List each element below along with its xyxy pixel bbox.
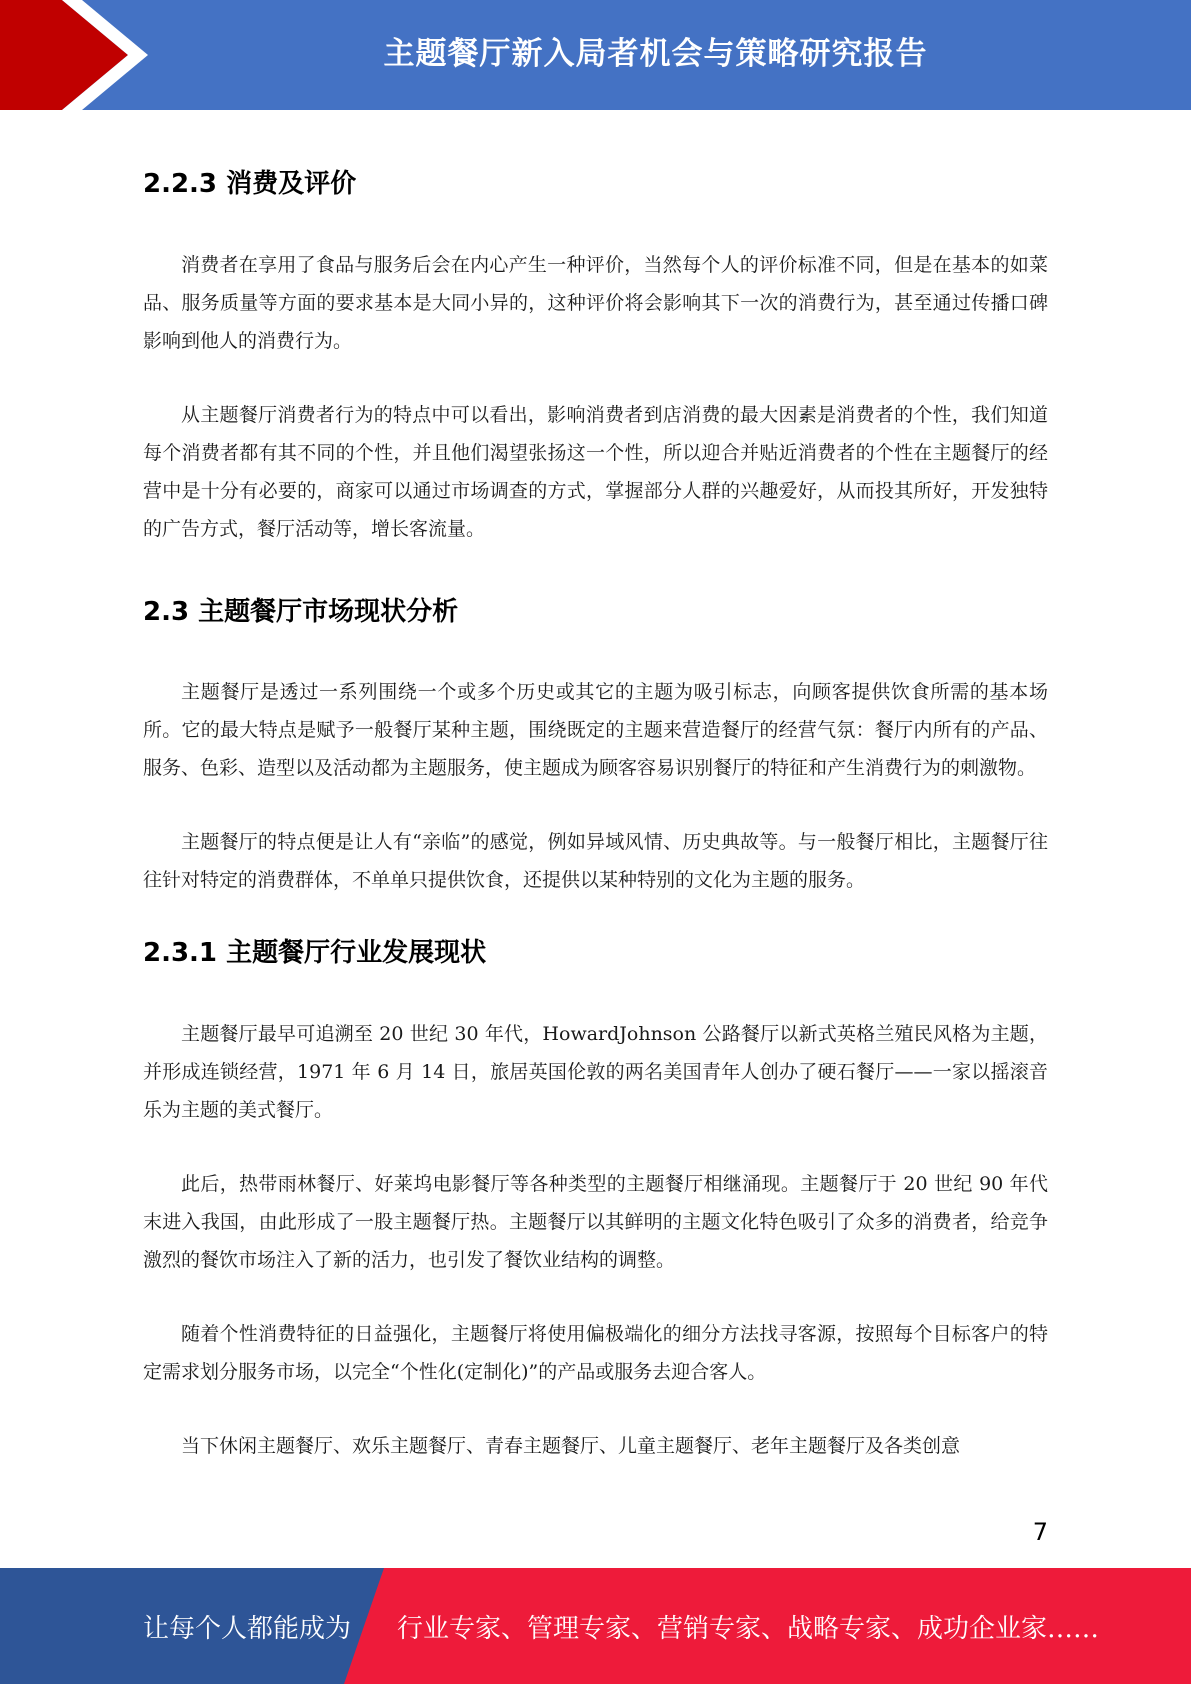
section-heading-2-3: 2.3 主题餐厅市场现状分析	[143, 597, 459, 628]
paragraph: 当下休闲主题餐厅、欢乐主题餐厅、青春主题餐厅、儿童主题餐厅、老年主题餐厅及各类创意	[181, 1435, 961, 1458]
page-number: 7	[1032, 1518, 1048, 1546]
document-body	[143, 166, 1048, 1465]
paragraph: 主题餐厅最早可追溯至 20 世纪 30 年代，HowardJohnson 公路餐厅以新式英格兰殖民风格为主题，并形成连锁经营，1971 年 6 月 14 日，旅居英国伦敦的两名美国青年人创办了硬石餐厅——一家以摇滚音乐为主题的美式餐厅。	[143, 1023, 1048, 1122]
section-heading-2-2-3: 2.2.3 消费及评价	[143, 169, 357, 199]
paragraph: 主题餐厅的特点便是让人有“亲临”的感觉，例如异域风情、历史典故等。与一般餐厅相比，主题餐厅往往针对特定的消费群体，不单单只提供饮食，还提供以某种特别的文化为主题的服务。	[143, 830, 1048, 891]
footer-slogan-left: 让每个人都能成为	[143, 1613, 352, 1644]
page-footer	[0, 1568, 1191, 1684]
paragraph: 消费者在享用了食品与服务后会在内心产生一种评价，当然每个人的评价标准不同，但是在基本的如菜品、服务质量等方面的要求基本是大同小异的，这种评价将会影响其下一次的消费行为，甚至通过传播口碑影响到他人的消费行为。	[143, 254, 1048, 353]
section-heading-2-3-1: 2.3.1 主题餐厅行业发展现状	[143, 937, 487, 968]
paragraph: 主题餐厅是透过一系列围绕一个或多个历史或其它的主题为吸引标志，向顾客提供饮食所需的基本场所。它的最大特点是赋予一般餐厅某种主题，围绕既定的主题来营造餐厅的经营气氛：餐厅内所有的产品、服务、色彩、造型以及活动都为主题服务，使主题成为顾客容易识别餐厅的特征和产生消费行为的刺激物。	[143, 680, 1048, 779]
footer-slogan-right: 行业专家、管理专家、营销专家、战略专家、成功企业家……	[397, 1613, 1100, 1644]
paragraph: 随着个性消费特征的日益强化，主题餐厅将使用偏极端化的细分方法找寻客源，按照每个目标客户的特定需求划分服务市场，以完全“个性化(定制化)”的产品或服务去迎合客人。	[143, 1323, 1048, 1384]
report-title: 主题餐厅新入局者机会与策略研究报告	[383, 35, 928, 72]
paragraph: 此后，热带雨林餐厅、好莱坞电影餐厅等各种类型的主题餐厅相继涌现。主题餐厅于 20 世纪 90 年代末进入我国，由此形成了一股主题餐厅热。主题餐厅以其鲜明的主题文化特色吸引了众多的消费者，给竞争激烈的餐饮市场注入了新的活力，也引发了餐饮业结构的调整。	[143, 1173, 1048, 1272]
page-header	[0, 0, 1191, 110]
paragraph: 从主题餐厅消费者行为的特点中可以看出，影响消费者到店消费的最大因素是消费者的个性，我们知道每个消费者都有其不同的个性，并且他们渴望张扬这一个性，所以迎合并贴近消费者的个性在主题餐厅的经营中是十分有必要的，商家可以通过市场调查的方式，掌握部分人群的兴趣爱好，从而投其所好，开发独特的广告方式，餐厅活动等，增长客流量。	[143, 404, 1048, 541]
